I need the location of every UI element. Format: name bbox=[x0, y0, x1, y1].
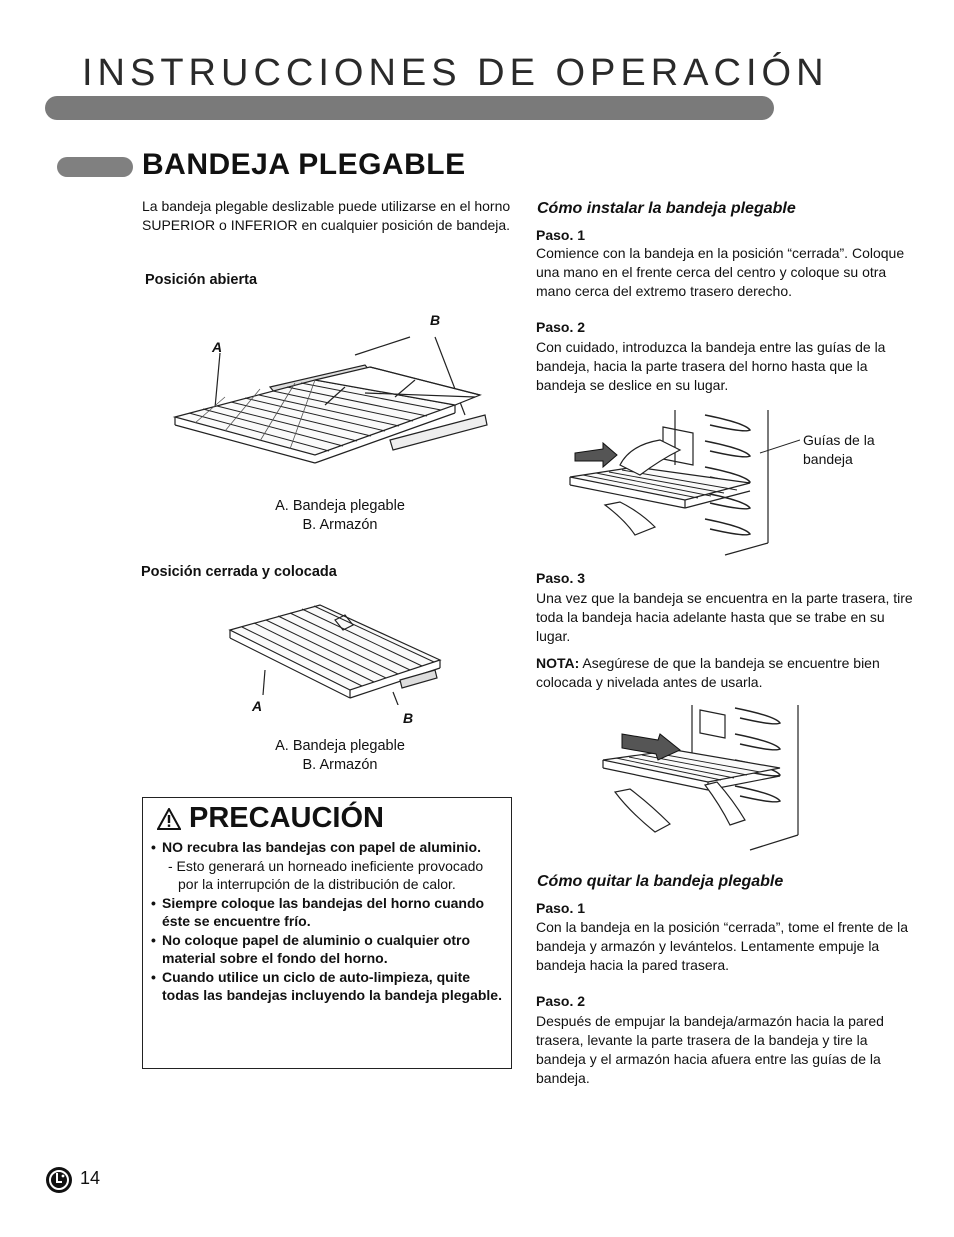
caution-item: • Siempre coloque las bandejas del horno cuando éste se encuentre frío. bbox=[151, 894, 506, 931]
intro-text: La bandeja plegable deslizable puede utilizarse en el horno SUPERIOR o INFERIOR en cualquier posición de bandeja. bbox=[142, 198, 511, 233]
install-step1-label: Paso. 1 bbox=[536, 227, 586, 243]
warning-icon bbox=[157, 808, 181, 830]
guides-label-line1: Guías de la bbox=[803, 432, 875, 448]
remove-step2-text: Después de empujar la bandeja/armazón hacia la pared trasera, levante la parte trasera de la bandeja y tire la bandeja y el armazón hacia afuera entre las guías de la bandeja. bbox=[536, 1013, 884, 1086]
install-step2-label: Paso. 2 bbox=[536, 319, 586, 335]
header-bar bbox=[45, 96, 774, 120]
closed-position-title: Posición cerrada y colocada bbox=[141, 564, 337, 580]
install-title: Cómo instalar la bandeja plegable bbox=[537, 200, 796, 217]
remove-step2-label: Paso. 2 bbox=[536, 993, 586, 1009]
oven-install-illustration bbox=[565, 405, 800, 560]
open-label-a: A bbox=[212, 339, 223, 355]
page-number: 14 bbox=[80, 1168, 101, 1188]
open-caption bbox=[255, 497, 425, 535]
open-position-title: Posición abierta bbox=[145, 272, 258, 288]
section-title: BANDEJA PLEGABLE bbox=[142, 148, 466, 181]
install-step3-text: Una vez que la bandeja se encuentra en la parte trasera, tire toda la bandeja hacia adelante hasta que se trabe en su lugar. bbox=[536, 590, 913, 644]
remove-step1-text: Con la bandeja en la posición “cerrada”, tome el frente de la bandeja y armazón y levántelos. Lentamente empuje la bandeja hacia la pared trasera. bbox=[536, 919, 908, 973]
page-header-title: INSTRUCCIONES DE OPERACIÓN bbox=[82, 52, 829, 94]
note-label: NOTA: bbox=[536, 655, 580, 671]
lg-logo-icon bbox=[45, 1166, 73, 1194]
install-step1-text: Comience con la bandeja en la posición “cerrada”. Coloque una mano en el frente cerca del centro y coloque su otra mano cerca del extremo trasero derecho. bbox=[536, 245, 905, 299]
caution-box bbox=[142, 797, 512, 1069]
install-note bbox=[536, 654, 916, 692]
guides-label bbox=[803, 431, 875, 469]
caution-subitem: - Esto generará un horneado ineficiente provocado por la interrupción de la distribución de calor. bbox=[168, 857, 484, 892]
install-step2-text: Con cuidado, introduzca la bandeja entre las guías de la bandeja, hacia la parte trasera del horno hasta que la bandeja se deslice en su lugar. bbox=[536, 339, 886, 393]
section-pill bbox=[57, 157, 133, 177]
rack-closed-illustration bbox=[225, 600, 455, 705]
remove-title: Cómo quitar la bandeja plegable bbox=[537, 873, 784, 890]
closed-caption-a: A. Bandeja plegable bbox=[275, 738, 405, 754]
closed-caption bbox=[255, 737, 425, 775]
caution-item: • NO recubra las bandejas con papel de aluminio. bbox=[151, 838, 506, 857]
caution-list bbox=[151, 838, 506, 1005]
oven-pull-illustration bbox=[600, 700, 805, 855]
caution-heading bbox=[157, 802, 384, 835]
open-caption-a: A. Bandeja plegable bbox=[275, 498, 405, 514]
guides-label-line2: bandeja bbox=[803, 451, 853, 467]
closed-label-a: A bbox=[252, 698, 263, 714]
caution-item: • Cuando utilice un ciclo de auto-limpieza, quite todas las bandejas incluyendo la bandeja plegable. bbox=[151, 968, 506, 1005]
note-text: Asegúrese de que la bandeja se encuentre bien colocada y nivelada antes de usarla. bbox=[536, 655, 880, 690]
closed-label-b: B bbox=[403, 710, 414, 726]
caution-title: PRECAUCIÓN bbox=[189, 802, 384, 834]
install-step3-label: Paso. 3 bbox=[536, 570, 586, 586]
caution-item: • No coloque papel de aluminio o cualquier otro material sobre el fondo del horno. bbox=[151, 931, 506, 968]
open-label-b: B bbox=[430, 312, 441, 328]
closed-caption-b: B. Armazón bbox=[302, 757, 378, 773]
remove-step1-label: Paso. 1 bbox=[536, 900, 586, 916]
open-caption-b: B. Armazón bbox=[302, 517, 378, 533]
rack-open-illustration bbox=[165, 325, 495, 475]
